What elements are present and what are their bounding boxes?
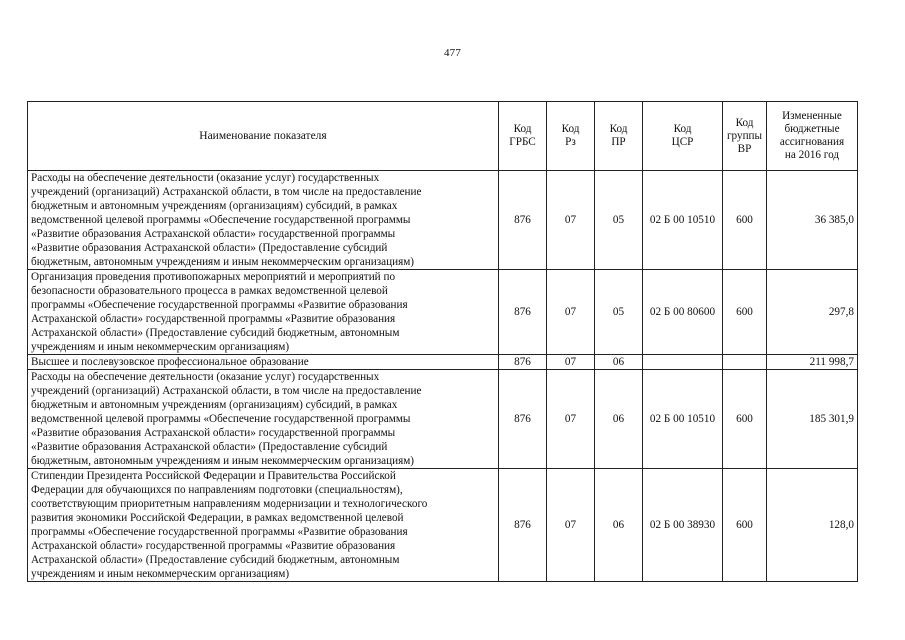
cell-amount: 128,0 (767, 469, 858, 582)
table-row (28, 370, 858, 469)
page-number: 477 (443, 47, 462, 59)
header-name: Наименование показателя (28, 102, 499, 171)
row-name: Организация проведения противопожарных мероприятий и мероприятий по безопасности образовательного процесса в рамках ведомственной целевой программы «Обеспечение государственной программы «Развитие образования Астраханской области» государственной программы «Развитие образования Астраханской области» (Предоставление субсидий бюджетным, автономным учреждениям и иным некоммерческим организациям) (28, 270, 499, 355)
header-amount: Измененные бюджетные ассигнования на 2016 год (767, 102, 858, 171)
budget-table (27, 101, 858, 582)
cell-csr: 02 Б 00 10510 (643, 171, 723, 270)
cell-grbs: 876 (499, 355, 547, 370)
cell-rz: 07 (547, 469, 595, 582)
cell-amount: 36 385,0 (767, 171, 858, 270)
cell-amount: 211 998,7 (767, 355, 858, 370)
cell-csr (643, 355, 723, 370)
cell-vr (723, 355, 767, 370)
table-row (28, 355, 858, 370)
cell-grbs: 876 (499, 171, 547, 270)
cell-rz: 07 (547, 370, 595, 469)
cell-amount: 297,8 (767, 270, 858, 355)
table-row (28, 171, 858, 270)
cell-grbs: 876 (499, 370, 547, 469)
cell-csr: 02 Б 00 10510 (643, 370, 723, 469)
cell-pr: 06 (595, 469, 643, 582)
table-header-row (28, 102, 858, 171)
row-name: Высшее и послевузовское профессиональное образование (28, 355, 499, 370)
cell-pr: 05 (595, 171, 643, 270)
cell-vr: 600 (723, 171, 767, 270)
row-name: Расходы на обеспечение деятельности (оказание услуг) государственных учреждений (организаций) Астраханской области, в том числе на предоставление бюджетным и автономным учреждениям (организациям) субсидий, в рамках ведомственной целевой программы «Обеспечение государственной программы «Развитие образования Астраханской области» государственной программы «Развитие образования Астраханской области» (Предоставление субсидий бюджетным, автономным учреждениям и иным некоммерческим организациям) (28, 370, 499, 469)
header-rz: Код Рз (547, 102, 595, 171)
cell-rz: 07 (547, 270, 595, 355)
cell-grbs: 876 (499, 270, 547, 355)
cell-grbs: 876 (499, 469, 547, 582)
cell-pr: 06 (595, 370, 643, 469)
table-row (28, 270, 858, 355)
header-vr: Код группы ВР (723, 102, 767, 171)
cell-vr: 600 (723, 270, 767, 355)
header-grbs: Код ГРБС (499, 102, 547, 171)
row-name: Расходы на обеспечение деятельности (оказание услуг) государственных учреждений (организаций) Астраханской области, в том числе на предоставление бюджетным и автономным учреждениям (организациям) субсидий, в рамках ведомственной целевой программы «Обеспечение государственной программы «Развитие образования Астраханской области» государственной программы «Развитие образования Астраханской области» (Предоставление субсидий бюджетным, автономным учреждениям и иным некоммерческим организациям) (28, 171, 499, 270)
cell-csr: 02 Б 00 38930 (643, 469, 723, 582)
cell-rz: 07 (547, 355, 595, 370)
cell-csr: 02 Б 00 80600 (643, 270, 723, 355)
cell-vr: 600 (723, 469, 767, 582)
cell-vr: 600 (723, 370, 767, 469)
header-pr: Код ПР (595, 102, 643, 171)
cell-amount: 185 301,9 (767, 370, 858, 469)
cell-pr: 06 (595, 355, 643, 370)
cell-pr: 05 (595, 270, 643, 355)
table-row (28, 469, 858, 582)
cell-rz: 07 (547, 171, 595, 270)
row-name: Стипендии Президента Российской Федерации и Правительства Российской Федерации для обучающихся по направлениям подготовки (специальностям), соответствующим приоритетным направлениям модернизации и технологического развития экономики Российской Федерации, в рамках ведомственной целевой программы «Обеспечение государственной программы «Развитие образования Астраханской области» государственной программы «Развитие образования Астраханской области» (Предоставление субсидий бюджетным, автономным учреждениям и иным некоммерческим организациям) (28, 469, 499, 582)
header-csr: Код ЦСР (643, 102, 723, 171)
